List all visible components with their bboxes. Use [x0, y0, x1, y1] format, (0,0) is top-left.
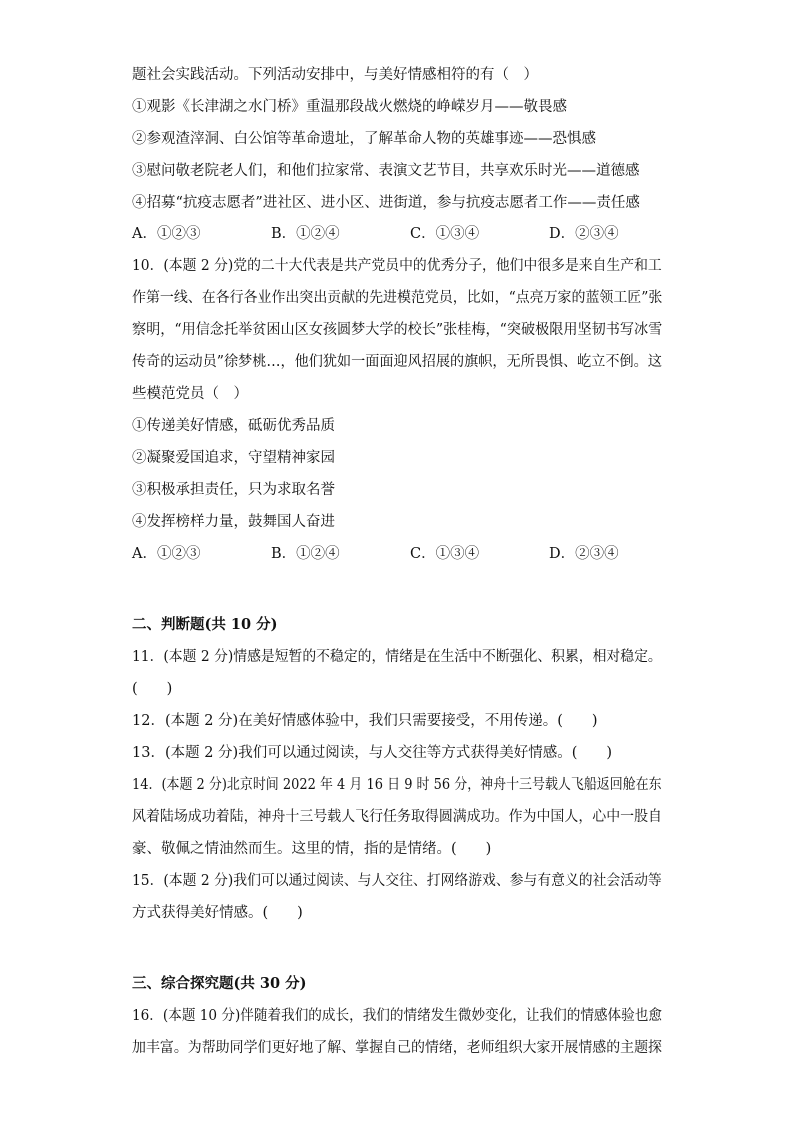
q15-line-2: 方式获得美好情感。( ) [132, 905, 303, 921]
q9-stem: 题社会实践活动。下列活动安排中，与美好情感相符的有（ ） [132, 67, 538, 83]
q10-line-3: 察明，“用信念托举贫困山区女孩圆梦大学的校长”张桂梅，“突破极限用坚韧书写冰雪 [132, 322, 663, 338]
q9-item-3: ③慰问敬老院老人们，和他们拉家常、表演文艺节目，共享欢乐时光——道德感 [132, 163, 640, 179]
q16-line-2: 加丰富。为帮助同学们更好地了解、掌握自己的情绪，老师组织大家开展情感的主题探 [132, 1040, 662, 1056]
q10-item-3: ③积极承担责任，只为求取名誉 [132, 482, 335, 498]
q16-line-1: 16．(本题 10 分)伴随着我们的成长，我们的情绪发生微妙变化，让我们的情感体验也愈 [132, 1008, 662, 1024]
q9-item-4: ④招募“抗疫志愿者”进社区、进小区、进街道，参与抗疫志愿者工作——责任感 [132, 195, 640, 211]
q10-option-d[interactable]: D．②③④ [549, 546, 619, 562]
q14-line-1: 14．(本题 2 分)北京时间 2022 年 4 月 16 日 9 时 56 分，神舟十三号载人飞船返回舱在东 [132, 777, 662, 793]
q10-item-1: ①传递美好情感，砥砺优秀品质 [132, 418, 335, 434]
q10-line-1: 10．(本题 2 分)党的二十大代表是共产党员中的优秀分子，他们中很多是来自生产和工 [132, 258, 662, 274]
q9-option-c[interactable]: C．①③④ [410, 226, 480, 242]
q14-line-2: 风着陆场成功着陆，神舟十三号载人飞行任务取得圆满成功。作为中国人，心中一股自 [132, 809, 662, 825]
q9-option-b[interactable]: B．①②④ [271, 226, 340, 242]
q10-option-c[interactable]: C．①③④ [410, 546, 480, 562]
section-2-title: 二、判断题(共 10 分) [132, 616, 278, 633]
q9-item-2: ②参观渣滓洞、白公馆等革命遗址，了解革命人物的英雄事迹——恐惧感 [132, 131, 596, 147]
q14-line-3: 豪、敬佩之情油然而生。这里的情，指的是情绪。( ) [132, 841, 492, 857]
section-3-title: 三、综合探究题(共 30 分) [132, 975, 307, 992]
q10-item-4: ④发挥榜样力量，鼓舞国人奋进 [132, 514, 335, 530]
q10-item-2: ②凝聚爱国追求，守望精神家园 [132, 450, 335, 466]
q10-options [132, 544, 662, 564]
q9-item-1: ①观影《长津湖之水门桥》重温那段战火燃烧的峥嵘岁月——敬畏感 [132, 99, 567, 115]
q9-option-a[interactable]: A．①②③ [132, 226, 201, 242]
q11-line-1: 11．(本题 2 分)情感是短暂的不稳定的，情绪是在生活中不断强化、积累，相对稳定。 [132, 649, 662, 665]
q10-option-a[interactable]: A．①②③ [132, 546, 201, 562]
q10-option-b[interactable]: B．①②④ [271, 546, 340, 562]
q9-options [132, 224, 662, 244]
q12: 12．(本题 2 分)在美好情感体验中，我们只需要接受，不用传递。( ) [132, 713, 598, 729]
q15-line-1: 15．(本题 2 分)我们可以通过阅读、与人交往、打网络游戏、参与有意义的社会活动等 [132, 873, 662, 889]
q11-answer-blank[interactable]: ( ) [132, 681, 173, 697]
q10-line-5: 些模范党员（ ） [132, 386, 248, 402]
q10-line-4: 传奇的运动员”徐梦桃…，他们犹如一面面迎风招展的旗帜，无所畏惧、屹立不倒。这 [132, 354, 662, 370]
q13: 13．(本题 2 分)我们可以通过阅读，与人交往等方式获得美好情感。( ) [132, 745, 613, 761]
q10-line-2: 作第一线、在各行各业作出突出贡献的先进模范党员，比如，“点亮万家的蓝领工匠”张 [132, 290, 663, 306]
q9-option-d[interactable]: D．②③④ [549, 226, 619, 242]
